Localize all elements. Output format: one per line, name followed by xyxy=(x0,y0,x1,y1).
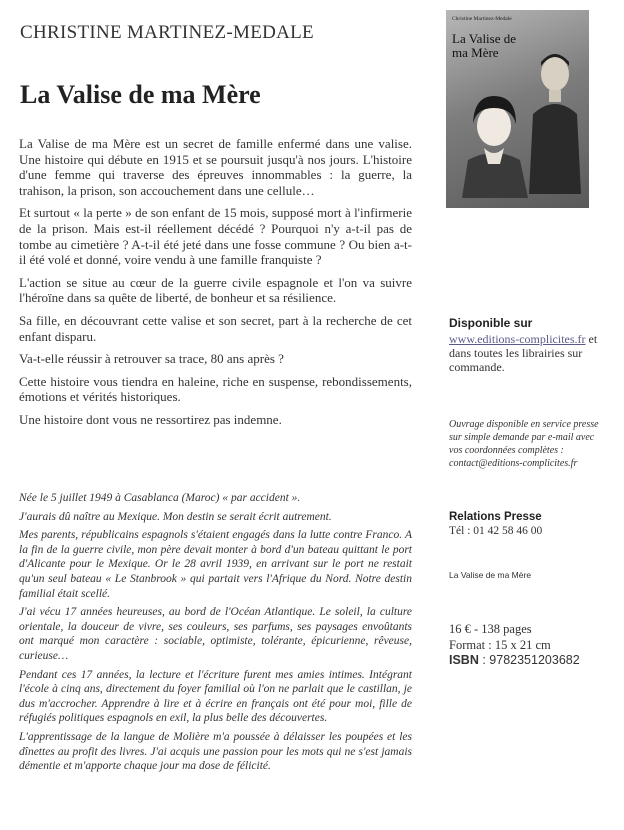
availability-text xyxy=(449,332,609,374)
availability-heading: Disponible sur xyxy=(449,316,533,330)
cover-woman-portrait xyxy=(460,88,530,198)
bio-paragraph: L'apprentissage de la langue de Molière m'a poussée à délaisser les poupées et les dînettes au profit des livres. J'ai acquis une passion pour les mots qui ne s'est jamais démentie et m'apporte chaque jour ma dose de félicité. xyxy=(19,730,412,773)
cover-author: Christine Martinez-Medale xyxy=(452,16,512,22)
book-specs xyxy=(449,622,614,669)
book-format: Format : 15 x 21 cm xyxy=(449,637,551,652)
book-cover-image xyxy=(446,10,589,208)
synopsis-paragraph: Sa fille, en découvrant cette valise et son secret, part à la recherche de cet enfant disparu. xyxy=(19,312,412,344)
synopsis-paragraph: La Valise de ma Mère est un secret de famille enfermé dans une valise. Une histoire qui débute en 1915 et se poursuit jusqu'à nos jours. L'histoire d'une femme qui traverse des épreuves innommables : la guerre, la trahison, la prison, son accouchement dans une cellule… xyxy=(19,136,412,198)
isbn xyxy=(449,653,614,669)
synopsis-paragraph: Va-t-elle réussir à retrouver sa trace, 80 ans après ? xyxy=(19,351,284,367)
press-phone: Tél : 01 42 58 46 00 xyxy=(449,525,543,537)
publisher-link[interactable]: www.editions-complicites.fr xyxy=(449,332,586,346)
synopsis-paragraph: Une histoire dont vous ne ressortirez pas indemne. xyxy=(19,411,282,427)
author-biography xyxy=(19,491,412,778)
press-order-note: Ouvrage disponible en service presse sur simple demande par e-mail avec vos coordonnées complètes : contact@editions-complicites.fr xyxy=(449,419,599,469)
sidebar-book-title: La Valise de ma Mère xyxy=(449,570,532,580)
bio-paragraph: J'ai vécu 17 années heureuses, au bord de l'Océan Atlantique. Le soleil, la culture orientale, la douceur de vivre, ses couleurs, ses parfums, ses paysages envoûtants ont marqué mon caractère : sociable, optimiste, tolérante, épicurienne, rêveuse, curieuse… xyxy=(19,606,412,662)
synopsis-paragraph: Cette histoire vous tiendra en haleine, riche en suspense, rebondissements, émotions et vérités historiques. xyxy=(19,373,412,405)
isbn-label: ISBN xyxy=(449,653,479,667)
bio-paragraph: J'aurais dû naître au Mexique. Mon destin se serait écrit autrement. xyxy=(19,510,332,523)
press-relations-heading: Relations Presse xyxy=(449,511,542,523)
synopsis-paragraph: Et surtout « la perte » de son enfant de 15 mois, supposé mort à l'infirmerie de la prison. Mais est-il réellement décédé ? Pourquoi n'y a-t-il pas de tombe au cimetière ? A-t-il été jeté dans une fosse commune ? Ou bien a-t-il été volé et donné, voire vendu à une famille franquiste ? xyxy=(19,205,412,268)
isbn-value: : 9782351203682 xyxy=(478,653,580,667)
bio-paragraph: Mes parents, républicains espagnols s'étaient engagés dans la lutte contre Franco. A la fin de la guerre civile, mon père devait monter à bord d'un bateau quittant le port d'Alicante pour le Mexique. Or le 28 avril 1939, en arrivant sur le port ne restait qu'un seul bateau « Le Stanbrook » qui partait vers l'Afrique du Nord. Notre destin familial était scellé. xyxy=(19,529,412,600)
bio-paragraph: Pendant ces 17 années, la lecture et l'écriture furent mes amies intimes. Intégrant l'école à cinq ans, directement du foyer familial où l'on ne parlait que le castillan, je dus m'accrocher. Apprendre à lire et à écrire en français ont été pour moi, fille de réfugiés politiques espagnols en exil, la plus belle des découvertes. xyxy=(19,668,412,725)
cover-title: La Valise de ma Mère xyxy=(452,31,517,60)
book-title: La Valise de ma Mère xyxy=(20,80,261,109)
bio-paragraph: Née le 5 juillet 1949 à Casablanca (Maroc) « par accident ». xyxy=(19,492,301,504)
availability-rest: et dans toutes les librairies sur commande. xyxy=(449,332,598,374)
cover-man-portrait xyxy=(525,44,583,194)
synopsis-paragraph: L'action se situe au cœur de la guerre civile espagnole et l'on va suivre l'héroïne dans sa quête de liberté, de bonheur et sa résilience. xyxy=(19,274,412,306)
author-name: CHRISTINE MARTINEZ-MEDALE xyxy=(20,22,314,43)
price-pages: 16 € - 138 pages xyxy=(449,622,532,636)
synopsis xyxy=(19,136,412,435)
